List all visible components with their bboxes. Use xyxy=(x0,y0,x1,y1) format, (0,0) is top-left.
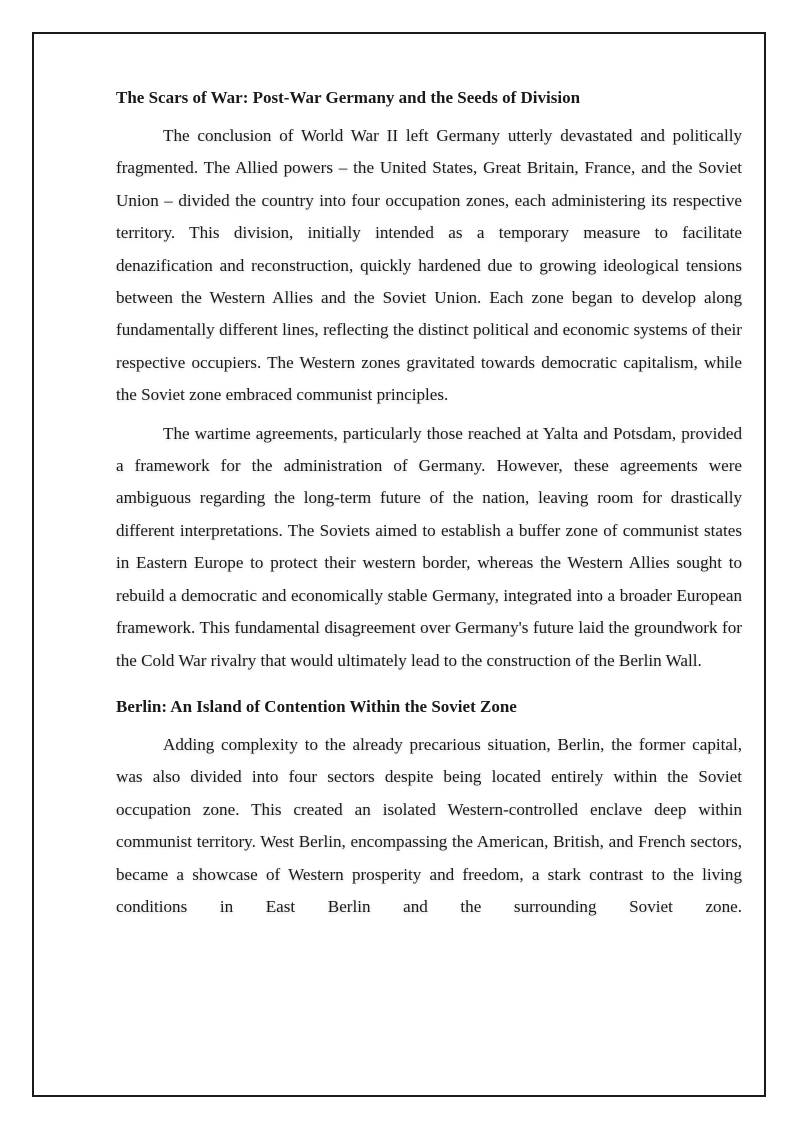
paragraph: The conclusion of World War II left Germany utterly devastated and politically fragmented. The Allied powers – the United States, Great Britain, France, and the Soviet Union – divided the country into four occupation zones, each administering its respective territory. This division, initially intended as a temporary measure to facilitate denazification and reconstruction, quickly hardened due to growing ideological tensions between the Western Allies and the Soviet Union. Each zone began to develop along fundamentally different lines, reflecting the distinct political and economic systems of their respective occupiers. The Western zones gravitated towards democratic capitalism, while the Soviet zone embraced communist principles. xyxy=(116,126,742,405)
paragraph: Adding complexity to the already precarious situation, Berlin, the former capital, was also divided into four sectors despite being located entirely within the Soviet occupation zone. This created an isolated Western-controlled enclave deep within communist territory. West Berlin, encompassing the American, British, and French sectors, became a showcase of Western prosperity and freedom, a stark contrast to the living conditions in East Berlin and the surrounding Soviet zone. xyxy=(116,734,742,916)
section-spacer xyxy=(116,683,742,695)
section-heading: Berlin: An Island of Contention Within the Soviet Zone xyxy=(116,696,517,716)
section-heading: The Scars of War: Post-War Germany and the Seeds of Division xyxy=(116,88,581,107)
document-body xyxy=(116,86,742,929)
paragraph: The wartime agreements, particularly those reached at Yalta and Potsdam, provided a framework for the administration of Germany. However, these agreements were ambiguous regarding the long-term future of the nation, leaving room for drastically different interpretations. The Soviets aimed to establish a buffer zone of communist states in Eastern Europe to protect their western border, whereas the Western Allies sought to rebuild a democratic and economically stable Germany, integrated into a broader European framework. This fundamental disagreement over Germany's future laid the groundwork for the Cold War rivalry that would ultimately lead to the construction of the Berlin Wall. xyxy=(116,423,742,670)
